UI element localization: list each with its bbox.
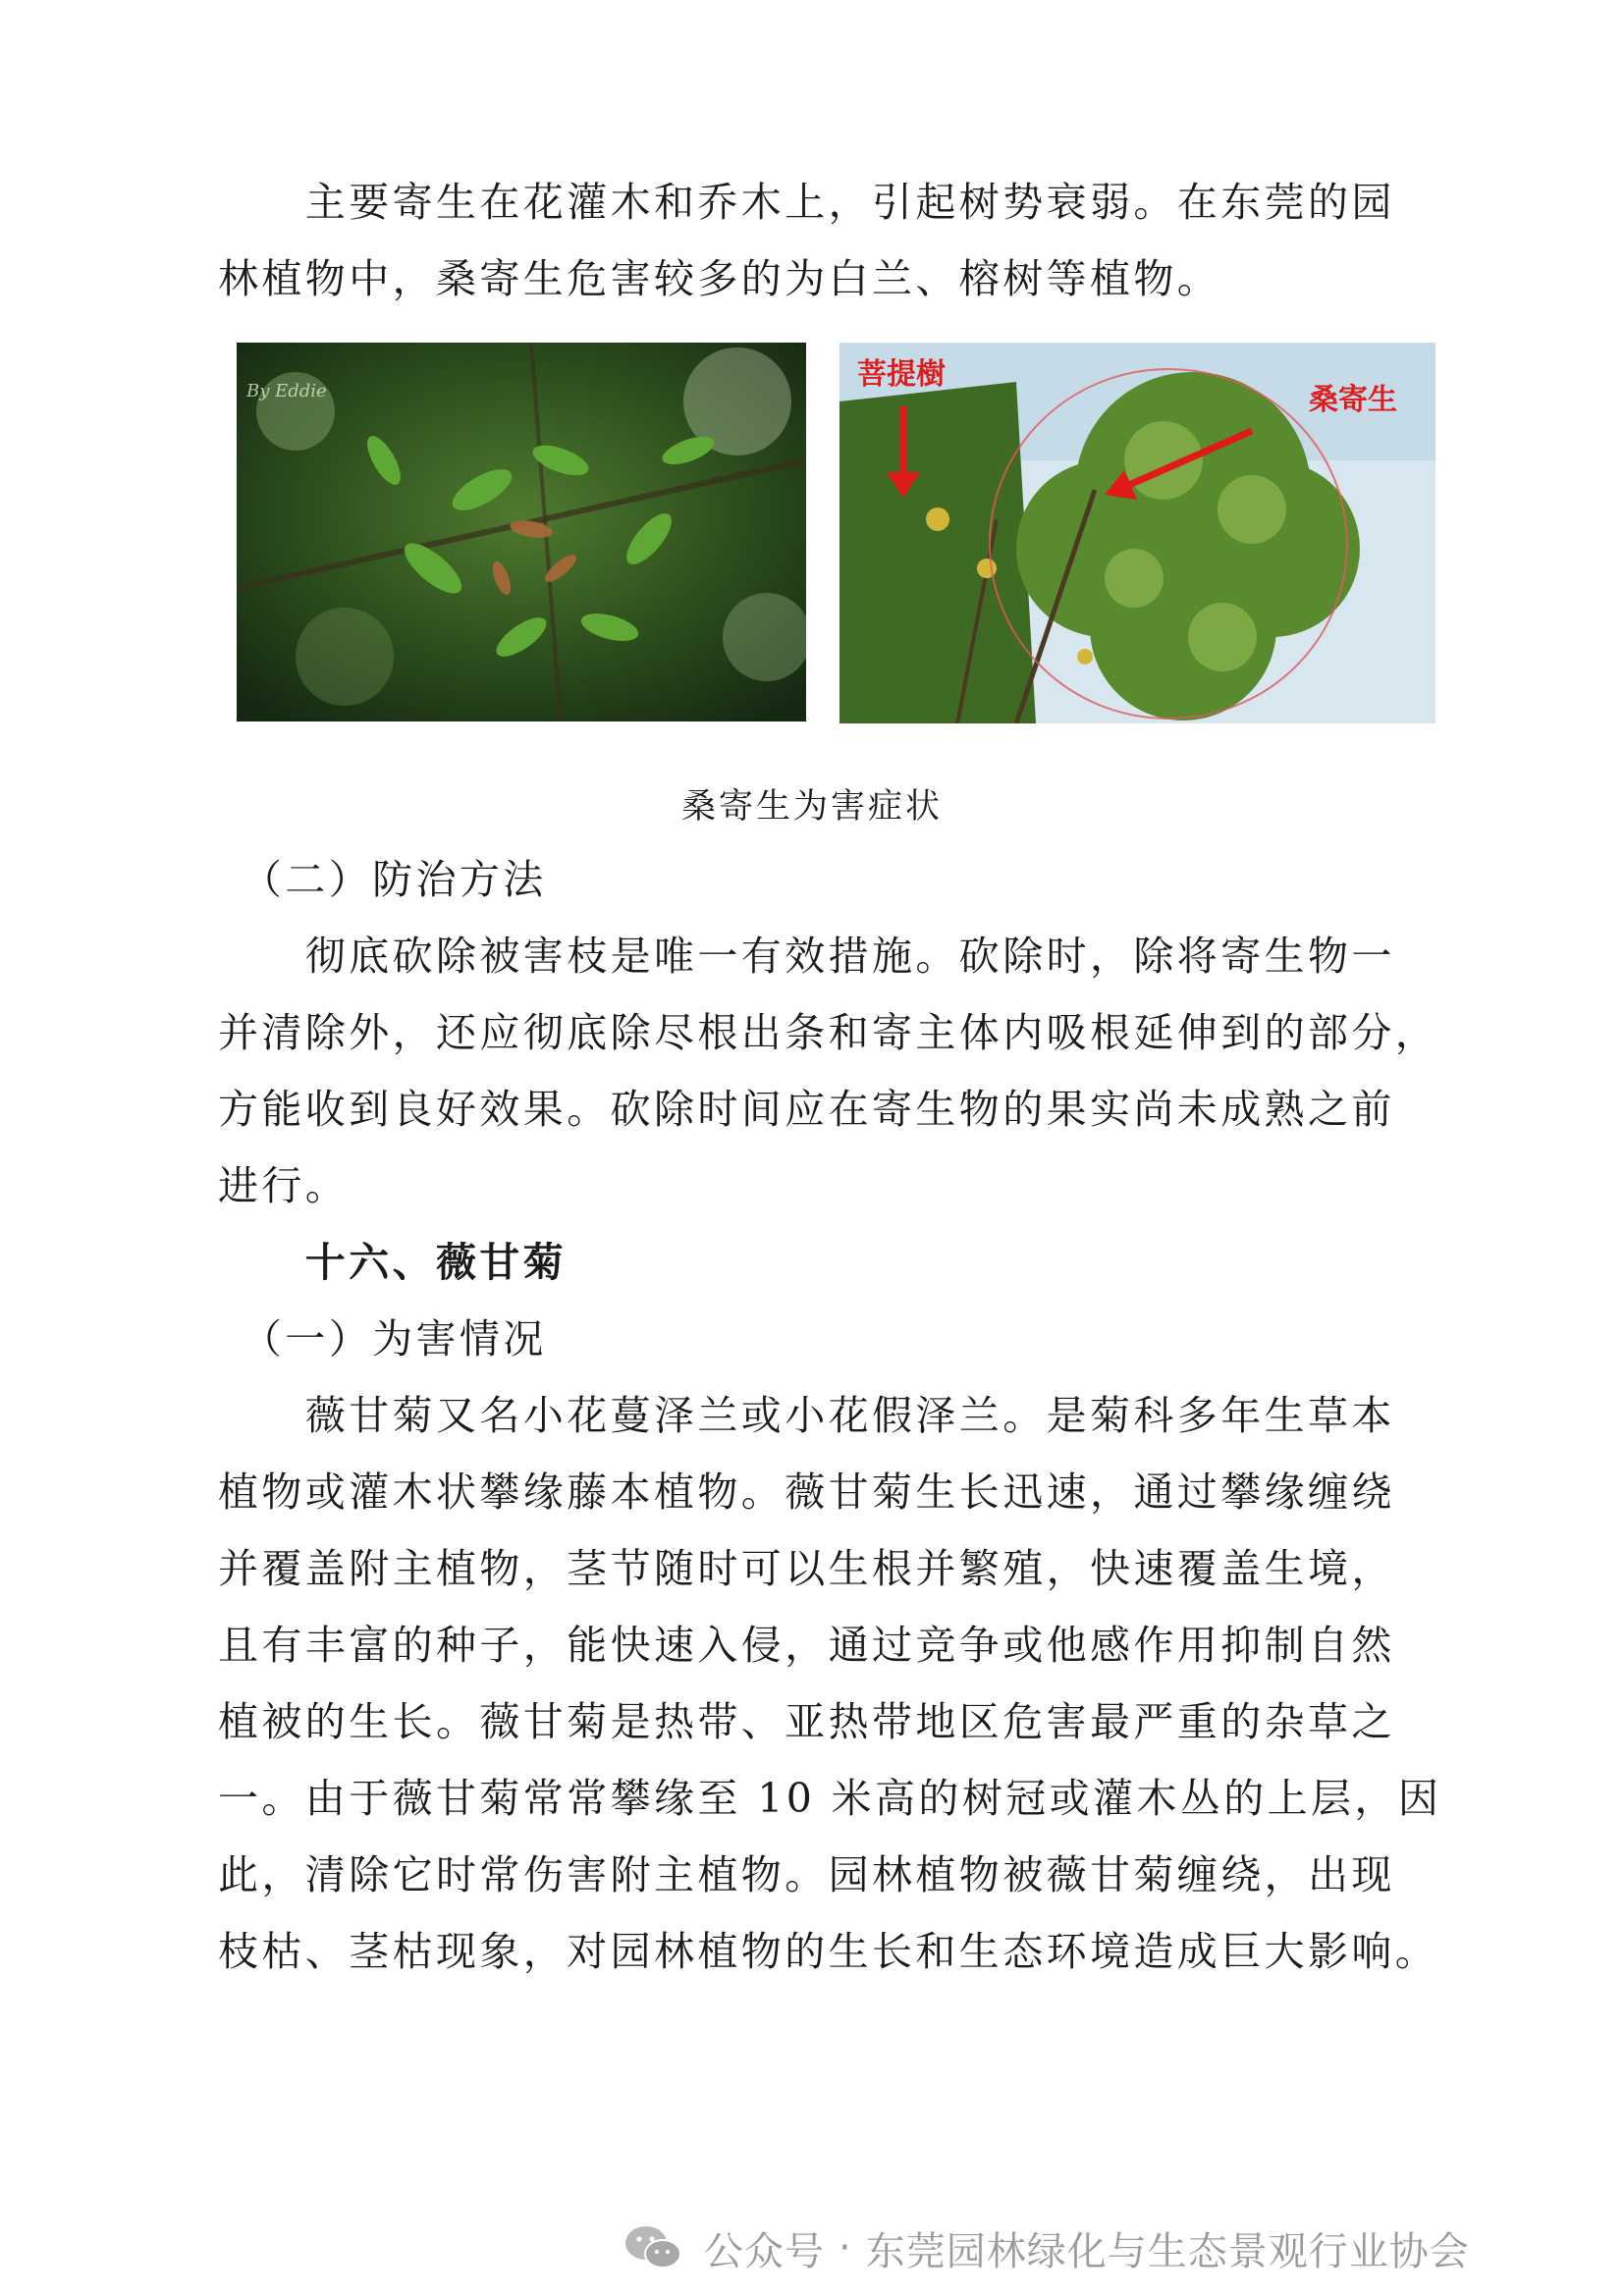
paragraph-line: 植物或灌木状攀缘藤本植物。薇甘菊生长迅速，通过攀缘缠绕	[218, 1468, 1395, 1516]
paragraph-line: 且有丰富的种子，能快速入侵，通过竞争或他感作用抑制自然	[218, 1622, 1395, 1669]
footer-prefix: 公众号	[704, 2228, 825, 2274]
paragraph-line: 林植物中，桑寄生危害较多的为白兰、榕树等植物。	[218, 255, 1221, 302]
host-tree-annotated-photo	[839, 343, 1435, 723]
paragraph-line: 并清除外，还应彻底除尽根出条和寄主体内吸根延伸到的部分，	[218, 1009, 1439, 1056]
footer-account-name: 东莞园林绿化与生态景观行业协会	[865, 2228, 1470, 2274]
parasite-label: 桑寄生	[1309, 383, 1397, 417]
paragraph-line: 一。由于薇甘菊常常攀缘至 10 米高的树冠或灌木丛的上层，因	[218, 1775, 1442, 1822]
wechat-icon	[623, 2223, 682, 2272]
paragraph-line: 此，清除它时常伤害附主植物。园林植物被薇甘菊缠绕，出现	[218, 1851, 1395, 1898]
mistletoe-closeup-photo	[237, 343, 806, 721]
paragraph-line: 进行。	[218, 1162, 350, 1209]
section-heading: 十六、薇甘菊	[218, 1239, 568, 1286]
paragraph-line: 彻底砍除被害枝是唯一有效措施。砍除时，除将寄生物一	[218, 933, 1395, 980]
footer-watermark	[623, 2218, 1470, 2277]
paragraph-line: 薇甘菊又名小花蔓泽兰或小花假泽兰。是菊科多年生草本	[218, 1392, 1395, 1439]
footer-separator: ·	[839, 2225, 852, 2270]
paragraph-line: 主要寄生在花灌木和乔木上，引起树势衰弱。在东莞的园	[218, 179, 1395, 226]
host-tree-label: 菩提樹	[857, 357, 946, 392]
photo-watermark: By Eddie	[246, 381, 327, 401]
paragraph-line: 枝枯、茎枯现象，对园林植物的生长和生态环境造成巨大影响。	[218, 1928, 1439, 1975]
paragraph-line: 并覆盖附主植物，茎节随时可以生根并繁殖，快速覆盖生境，	[218, 1545, 1395, 1592]
paragraph-line: 植被的生长。薇甘菊是热带、亚热带地区危害最严重的杂草之	[218, 1698, 1395, 1745]
subheading-control-methods: （二）防治方法	[218, 856, 547, 903]
paragraph-line: 方能收到良好效果。砍除时间应在寄生物的果实尚未成熟之前	[218, 1086, 1395, 1133]
subheading-harm-situation: （一）为害情况	[218, 1315, 547, 1362]
figure-caption: 桑寄生为害症状	[680, 787, 943, 827]
